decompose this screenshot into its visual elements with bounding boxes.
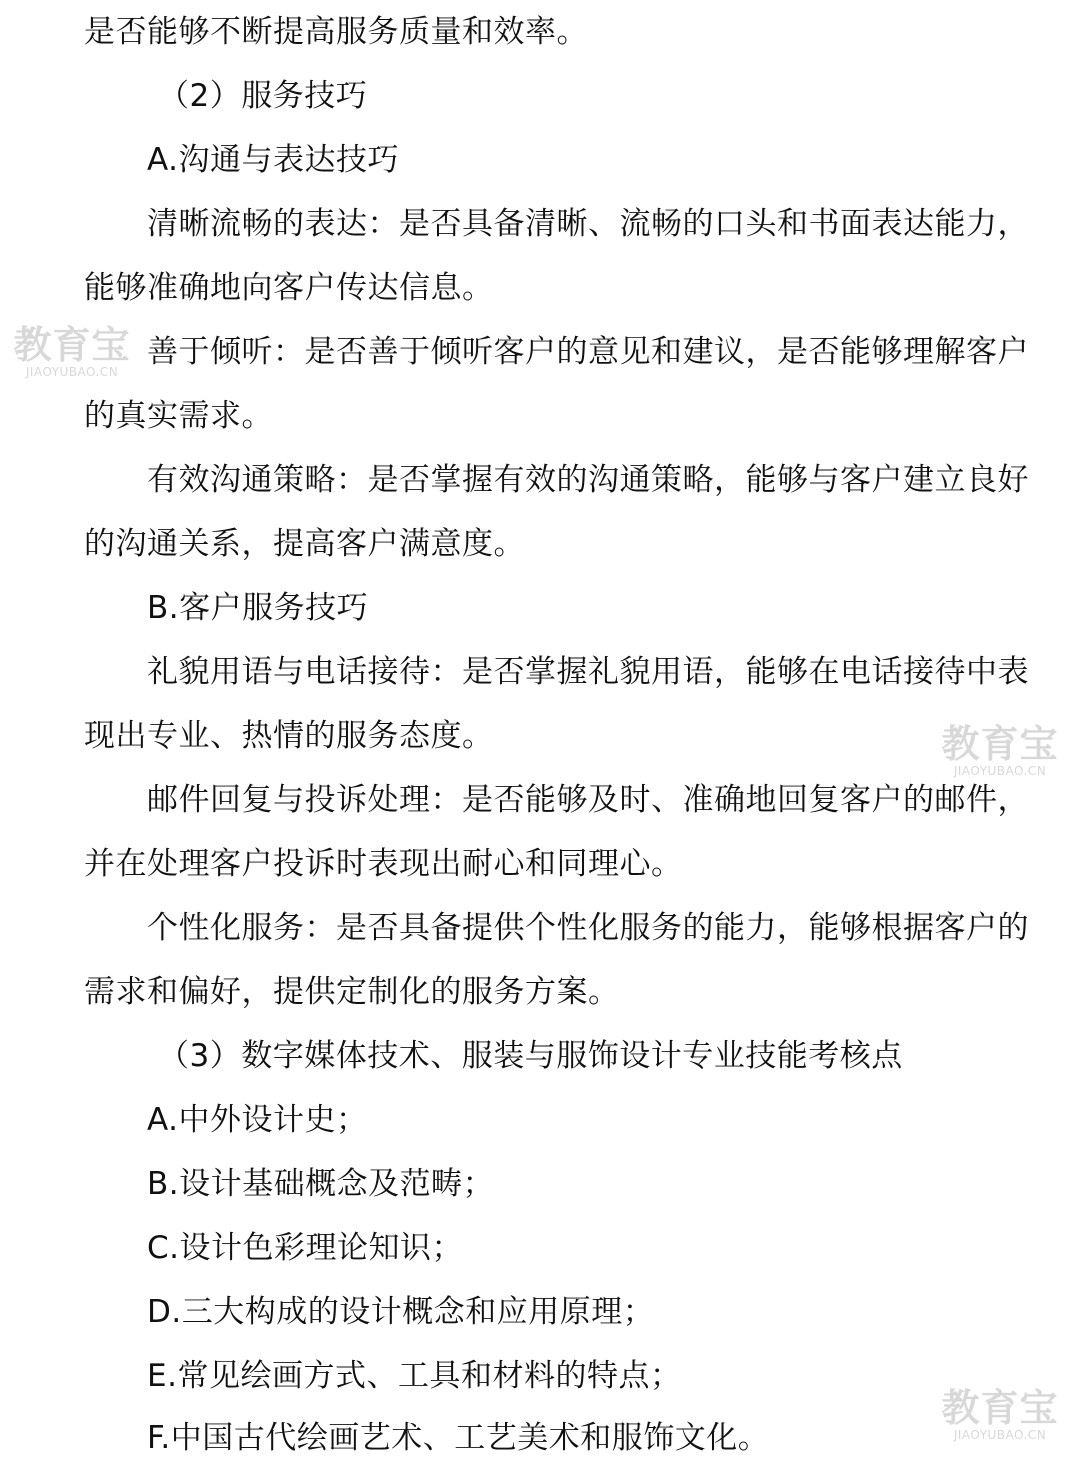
paragraph-line: 邮件回复与投诉处理：是否能够及时、准确地回复客户的邮件， bbox=[147, 782, 1029, 818]
watermark-logo bbox=[940, 1388, 1060, 1444]
paragraph-line: 并在处理客户投诉时表现出耐心和同理心。 bbox=[84, 846, 683, 882]
watermark-domain: JIAOYUBAO.CN bbox=[953, 1428, 1047, 1442]
paragraph-line: 礼貌用语与电话接待：是否掌握礼貌用语，能够在电话接待中表 bbox=[147, 654, 1029, 690]
section-heading: （2）服务技巧 bbox=[158, 78, 368, 114]
watermark-logo-text: 教育宝 bbox=[941, 722, 1059, 766]
paragraph-line: 清晰流畅的表达：是否具备清晰、流畅的口头和书面表达能力， bbox=[147, 206, 1029, 242]
paragraph-line: 有效沟通策略：是否掌握有效的沟通策略，能够与客户建立良好 bbox=[147, 462, 1029, 498]
watermark-logo bbox=[12, 325, 132, 381]
paragraph-line: 需求和偏好，提供定制化的服务方案。 bbox=[84, 974, 620, 1010]
list-item: C.设计色彩理论知识； bbox=[147, 1230, 463, 1266]
list-item: A.中外设计史； bbox=[147, 1102, 368, 1138]
watermark-domain: JIAOYUBAO.CN bbox=[953, 764, 1047, 778]
watermark-logo bbox=[940, 724, 1060, 780]
paragraph-line: 的真实需求。 bbox=[84, 398, 273, 434]
paragraph-line: 现出专业、热情的服务态度。 bbox=[84, 718, 494, 754]
paragraph-line: 的沟通关系，提高客户满意度。 bbox=[84, 526, 525, 562]
subsection-heading: A.沟通与表达技巧 bbox=[147, 142, 400, 178]
list-item: E.常见绘画方式、工具和材料的特点； bbox=[147, 1358, 682, 1394]
watermark-logo-text: 教育宝 bbox=[13, 323, 131, 367]
paragraph-line: 能够准确地向客户传达信息。 bbox=[84, 270, 494, 306]
paragraph-line: 是否能够不断提高服务质量和效率。 bbox=[84, 14, 588, 50]
list-item: B.设计基础概念及范畴； bbox=[147, 1166, 495, 1202]
watermark-domain: JIAOYUBAO.CN bbox=[25, 365, 119, 379]
subsection-heading: B.客户服务技巧 bbox=[147, 590, 369, 626]
paragraph-line: 个性化服务：是否具备提供个性化服务的能力，能够根据客户的 bbox=[147, 910, 1029, 946]
list-item: F.中国古代绘画艺术、工艺美术和服饰文化。 bbox=[147, 1420, 770, 1456]
paragraph-line: 善于倾听：是否善于倾听客户的意见和建议，是否能够理解客户 bbox=[147, 334, 1029, 370]
section-heading: （3）数字媒体技术、服装与服饰设计专业技能考核点 bbox=[158, 1038, 903, 1074]
list-item: D.三大构成的设计概念和应用原理； bbox=[147, 1294, 655, 1330]
watermark-logo-text: 教育宝 bbox=[941, 1386, 1059, 1430]
